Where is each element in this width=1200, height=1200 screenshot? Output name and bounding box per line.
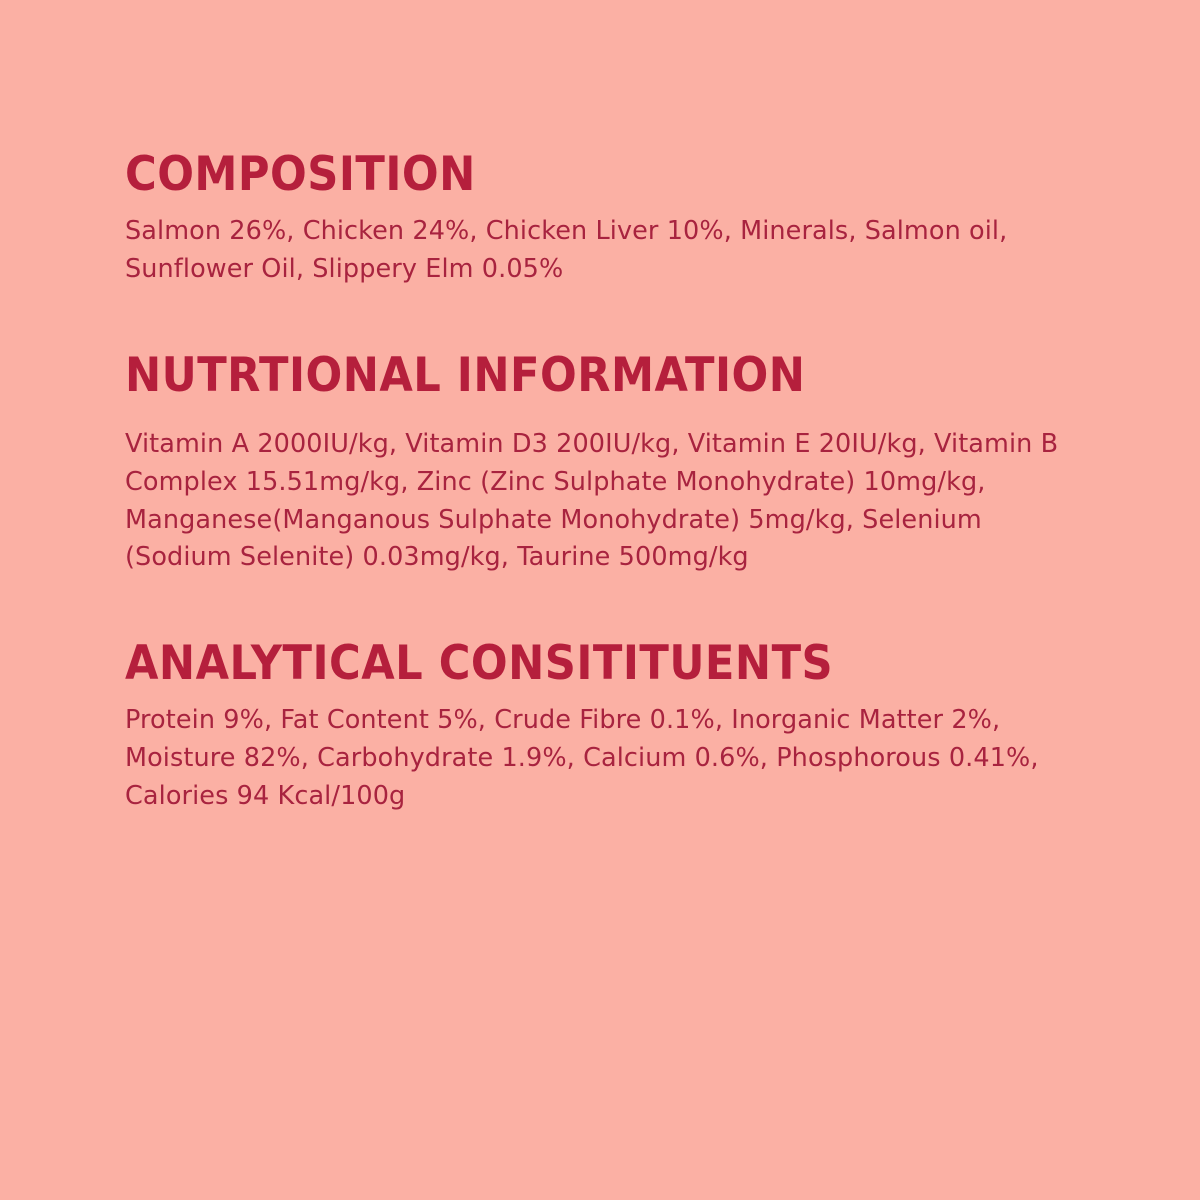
composition-section	[125, 147, 1075, 289]
analytical-constituents-heading: ANALYTICAL CONSITITUENTS	[125, 636, 834, 692]
composition-text: Salmon 26%, Chicken 24%, Chicken Liver 10%, Minerals, Salmon oil, Sunflower Oil, Slippery Elm 0.05%	[125, 216, 1008, 285]
analytical-constituents-section	[125, 636, 1075, 816]
nutritional-information-section	[125, 347, 1075, 577]
nutritional-information-text: Vitamin A 2000IU/kg, Vitamin D3 200IU/kg, Vitamin E 20IU/kg, Vitamin B Complex 15.51mg/kg, Zinc (Zinc Sulphate Monohydrate) 10mg/kg, Manganese(Manganous Sulphate Monohydrate) 5mg/kg, Selenium (Sodium Selenite) 0.03mg/kg, Taurine 500mg/kg	[125, 429, 1059, 573]
analytical-constituents-text: Protein 9%, Fat Content 5%, Crude Fibre 0.1%, Inorganic Matter 2%, Moisture 82%, Carbohydrate 1.9%, Calcium 0.6%, Phosphorous 0.41%, Calories 94 Kcal/100g	[125, 705, 1039, 811]
composition-heading: COMPOSITION	[125, 147, 476, 202]
nutritional-information-heading: NUTRTIONAL INFORMATION	[125, 347, 806, 403]
